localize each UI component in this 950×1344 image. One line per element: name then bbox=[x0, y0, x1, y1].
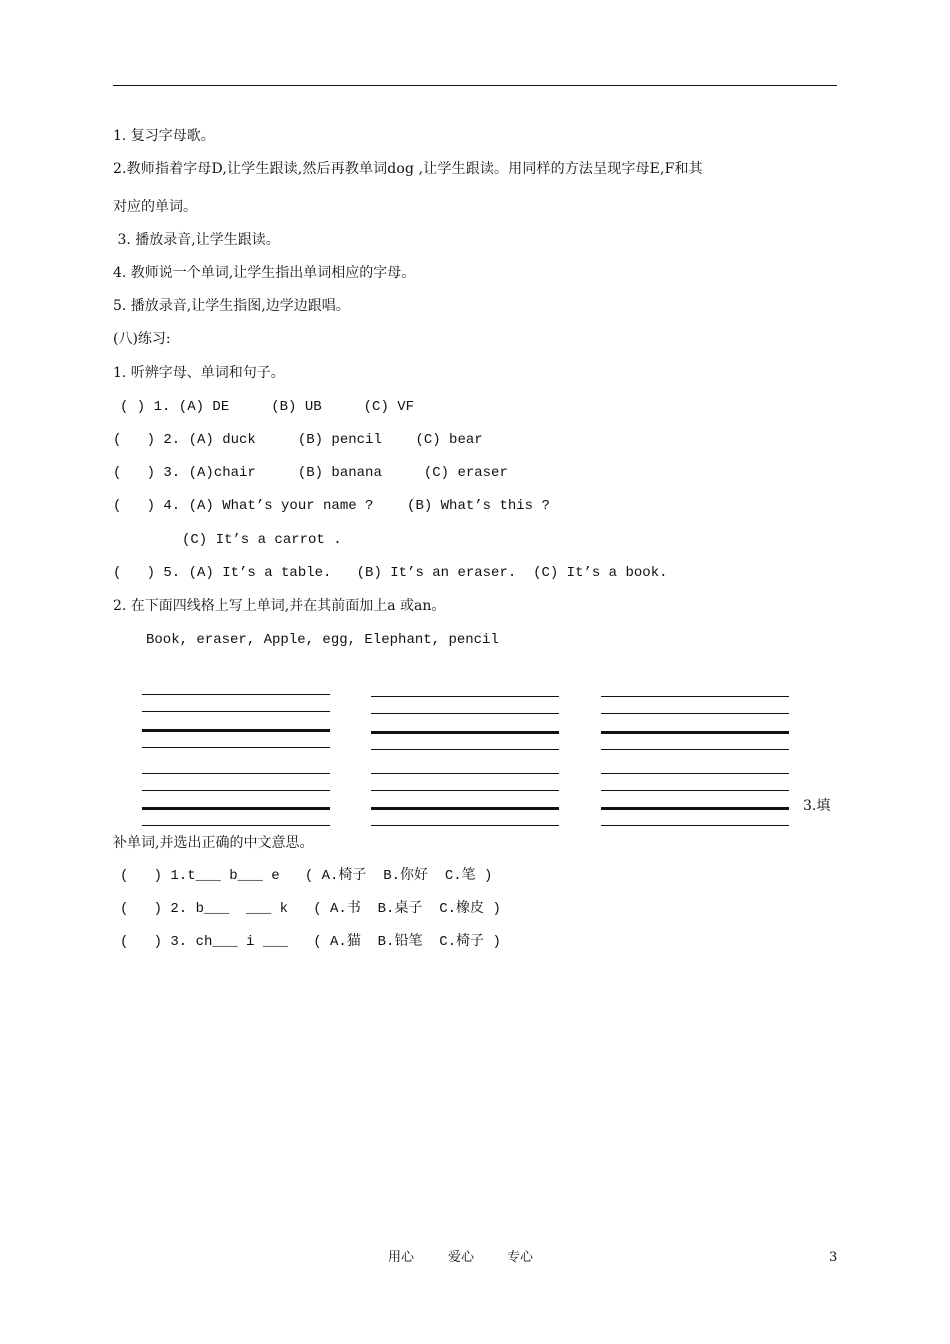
writing-grid[interactable] bbox=[371, 696, 559, 756]
listening-item-1: ( ) 1. (A) DE (B) UB (C) VF bbox=[120, 399, 415, 415]
part-2-title: 2. 在下面四线格上写上单词,并在其前面加上a 或an。 bbox=[113, 598, 446, 614]
step-5: 5. 播放录音,让学生指图,边学边跟唱。 bbox=[113, 298, 350, 314]
writing-grid[interactable] bbox=[371, 773, 559, 833]
step-1: 1. 复习字母歌。 bbox=[113, 128, 215, 144]
part-3-title-start: 3.填 bbox=[803, 798, 831, 814]
word-bank: Book, eraser, Apple, egg, Elephant, pencil bbox=[146, 632, 499, 648]
listening-item-4: ( ) 4. (A) What’s your name ? (B) What’s this ? bbox=[113, 498, 550, 514]
writing-grid[interactable] bbox=[142, 773, 330, 833]
footer-motto-2: 爱心 bbox=[448, 1250, 475, 1265]
page-number: 3 bbox=[829, 1250, 838, 1265]
step-2-line-1: 2.教师指着字母D,让学生跟读,然后再教单词dog ,让学生跟读。用同样的方法呈现字母E,F和其 bbox=[113, 161, 703, 177]
header-rule bbox=[113, 85, 837, 86]
writing-grid[interactable] bbox=[601, 696, 789, 756]
practice-heading: (八)练习: bbox=[113, 331, 171, 347]
footer-motto-3: 专心 bbox=[507, 1250, 534, 1265]
step-3: 3. 播放录音,让学生跟读。 bbox=[113, 232, 280, 248]
fill-item-1: ( ) 1.t___ b___ e ( A.椅子 B.你好 C.笔 ) bbox=[120, 868, 493, 884]
fill-item-3: ( ) 3. ch___ i ___ ( A.猫 B.铅笔 C.椅子 ) bbox=[120, 934, 501, 950]
listening-item-5: ( ) 5. (A) It’s a table. (B) It’s an eraser. (C) It’s a book. bbox=[113, 565, 668, 581]
writing-grid[interactable] bbox=[142, 694, 330, 754]
part-1-title: 1. 听辨字母、单词和句子。 bbox=[113, 365, 285, 381]
listening-item-2: ( ) 2. (A) duck (B) pencil (C) bear bbox=[113, 432, 483, 448]
step-4: 4. 教师说一个单词,让学生指出单词相应的字母。 bbox=[113, 265, 416, 281]
listening-item-3: ( ) 3. (A)chair (B) banana (C) eraser bbox=[113, 465, 508, 481]
part-3-title-rest: 补单词,并选出正确的中文意思。 bbox=[113, 835, 314, 851]
footer-motto-1: 用心 bbox=[388, 1250, 415, 1265]
step-2-line-2: 对应的单词。 bbox=[113, 199, 197, 215]
listening-item-4-option-c: (C) It’s a carrot . bbox=[182, 532, 342, 548]
writing-grid[interactable] bbox=[601, 773, 789, 833]
fill-item-2: ( ) 2. b___ ___ k ( A.书 B.桌子 C.橡皮 ) bbox=[120, 901, 501, 917]
